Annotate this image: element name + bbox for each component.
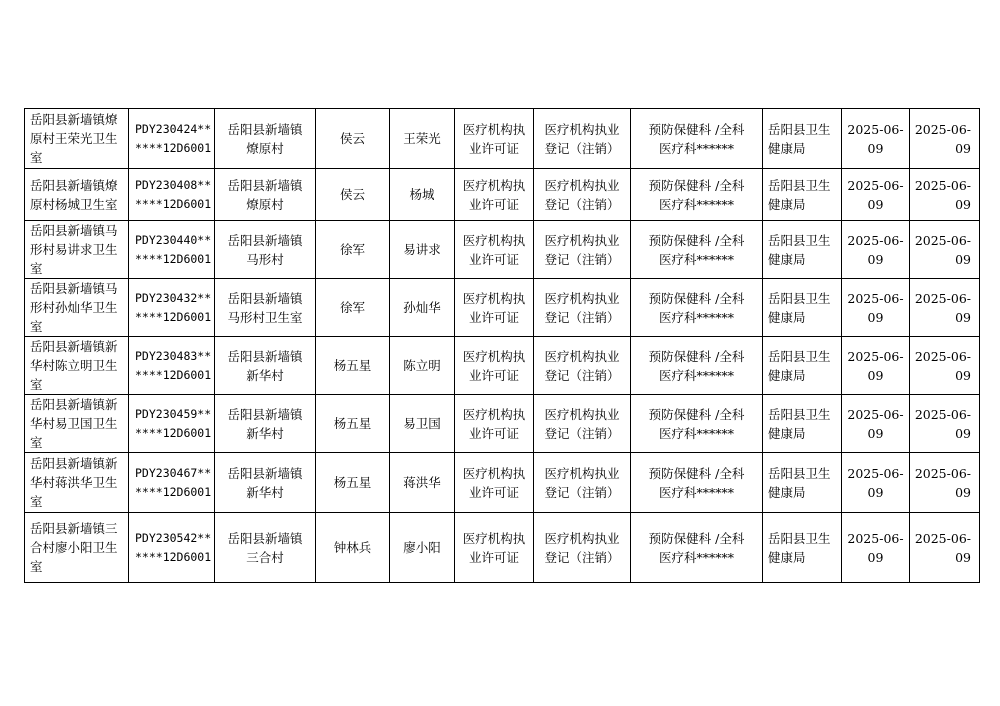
cell-principal: 孙灿华 <box>390 279 455 337</box>
cell-action: 医疗机构执业 登记（注销） <box>534 513 631 583</box>
cell-name: 岳阳县新墙镇燎原村杨城卫生室 <box>25 169 129 221</box>
cell-scope: 预防保健科 /全科 医疗科****** <box>631 221 763 279</box>
cell-address: 岳阳县新墙镇 新华村 <box>215 453 316 513</box>
cell-item: 医疗机构执 业许可证 <box>455 221 534 279</box>
cell-scope: 预防保健科 /全科 医疗科****** <box>631 453 763 513</box>
cell-authority: 岳阳县卫生 健康局 <box>763 109 842 169</box>
cell-date-a: 2025-06- 09 <box>842 395 910 453</box>
cell-date-b: 2025-06- 09 <box>910 453 980 513</box>
cell-item: 医疗机构执 业许可证 <box>455 513 534 583</box>
cell-name: 岳阳县新墙镇马形村易讲求卫生室 <box>25 221 129 279</box>
cell-action: 医疗机构执业 登记（注销） <box>534 169 631 221</box>
cell-date-a: 2025-06- 09 <box>842 337 910 395</box>
table-row <box>25 221 980 279</box>
cell-code: PDY230432** ****12D6001 <box>129 279 215 337</box>
cell-code: PDY230459** ****12D6001 <box>129 395 215 453</box>
cell-authority: 岳阳县卫生 健康局 <box>763 395 842 453</box>
table-row <box>25 513 980 583</box>
cell-authority: 岳阳县卫生 健康局 <box>763 221 842 279</box>
cell-address: 岳阳县新墙镇 三合村 <box>215 513 316 583</box>
cell-principal: 陈立明 <box>390 337 455 395</box>
cell-scope: 预防保健科 /全科 医疗科****** <box>631 513 763 583</box>
cell-name: 岳阳县新墙镇新华村陈立明卫生室 <box>25 337 129 395</box>
cell-address: 岳阳县新墙镇 燎原村 <box>215 109 316 169</box>
table-row <box>25 109 980 169</box>
cell-code: PDY230483** ****12D6001 <box>129 337 215 395</box>
cell-date-b: 2025-06- 09 <box>910 513 980 583</box>
cell-name: 岳阳县新墙镇燎原村王荣光卫生室 <box>25 109 129 169</box>
cell-action: 医疗机构执业 登记（注销） <box>534 109 631 169</box>
cell-address: 岳阳县新墙镇 马形村 <box>215 221 316 279</box>
table-row <box>25 169 980 221</box>
table-row <box>25 279 980 337</box>
table-body <box>25 109 980 583</box>
cell-scope: 预防保健科 /全科 医疗科****** <box>631 279 763 337</box>
cell-address: 岳阳县新墙镇 新华村 <box>215 337 316 395</box>
cell-principal: 杨城 <box>390 169 455 221</box>
cell-date-a: 2025-06- 09 <box>842 279 910 337</box>
cell-date-b: 2025-06- 09 <box>910 221 980 279</box>
cell-authority: 岳阳县卫生 健康局 <box>763 513 842 583</box>
cell-name: 岳阳县新墙镇马形村孙灿华卫生室 <box>25 279 129 337</box>
cell-item: 医疗机构执 业许可证 <box>455 337 534 395</box>
cell-action: 医疗机构执业 登记（注销） <box>534 279 631 337</box>
cell-legal-rep: 杨五星 <box>316 395 390 453</box>
cell-principal: 王荣光 <box>390 109 455 169</box>
cell-date-b: 2025-06- 09 <box>910 169 980 221</box>
cell-action: 医疗机构执业 登记（注销） <box>534 337 631 395</box>
table-row <box>25 337 980 395</box>
cell-address: 岳阳县新墙镇 马形村卫生室 <box>215 279 316 337</box>
cell-address: 岳阳县新墙镇 新华村 <box>215 395 316 453</box>
cell-authority: 岳阳县卫生 健康局 <box>763 279 842 337</box>
cell-name: 岳阳县新墙镇新华村蒋洪华卫生室 <box>25 453 129 513</box>
cell-principal: 廖小阳 <box>390 513 455 583</box>
cell-action: 医疗机构执业 登记（注销） <box>534 395 631 453</box>
cell-address: 岳阳县新墙镇 燎原村 <box>215 169 316 221</box>
license-table <box>24 108 980 583</box>
cell-date-a: 2025-06- 09 <box>842 169 910 221</box>
cell-item: 医疗机构执 业许可证 <box>455 395 534 453</box>
cell-date-b: 2025-06- 09 <box>910 395 980 453</box>
cell-scope: 预防保健科 /全科 医疗科****** <box>631 337 763 395</box>
cell-action: 医疗机构执业 登记（注销） <box>534 453 631 513</box>
cell-item: 医疗机构执 业许可证 <box>455 279 534 337</box>
cell-legal-rep: 徐军 <box>316 221 390 279</box>
cell-authority: 岳阳县卫生 健康局 <box>763 169 842 221</box>
cell-principal: 易卫国 <box>390 395 455 453</box>
cell-principal: 易讲求 <box>390 221 455 279</box>
cell-code: PDY230542** ****12D6001 <box>129 513 215 583</box>
cell-scope: 预防保健科 /全科 医疗科****** <box>631 109 763 169</box>
cell-code: PDY230467** ****12D6001 <box>129 453 215 513</box>
cell-authority: 岳阳县卫生 健康局 <box>763 337 842 395</box>
cell-date-b: 2025-06- 09 <box>910 109 980 169</box>
cell-date-b: 2025-06- 09 <box>910 337 980 395</box>
cell-authority: 岳阳县卫生 健康局 <box>763 453 842 513</box>
cell-action: 医疗机构执业 登记（注销） <box>534 221 631 279</box>
cell-scope: 预防保健科 /全科 医疗科****** <box>631 395 763 453</box>
cell-legal-rep: 杨五星 <box>316 337 390 395</box>
cell-name: 岳阳县新墙镇三合村廖小阳卫生室 <box>25 513 129 583</box>
cell-code: PDY230424** ****12D6001 <box>129 109 215 169</box>
table-row <box>25 453 980 513</box>
cell-legal-rep: 钟林兵 <box>316 513 390 583</box>
cell-legal-rep: 侯云 <box>316 169 390 221</box>
cell-legal-rep: 杨五星 <box>316 453 390 513</box>
table-row <box>25 395 980 453</box>
cell-date-a: 2025-06- 09 <box>842 221 910 279</box>
cell-principal: 蒋洪华 <box>390 453 455 513</box>
cell-code: PDY230408** ****12D6001 <box>129 169 215 221</box>
cell-code: PDY230440** ****12D6001 <box>129 221 215 279</box>
cell-name: 岳阳县新墙镇新华村易卫国卫生室 <box>25 395 129 453</box>
cell-legal-rep: 徐军 <box>316 279 390 337</box>
cell-legal-rep: 侯云 <box>316 109 390 169</box>
cell-date-a: 2025-06- 09 <box>842 453 910 513</box>
cell-scope: 预防保健科 /全科 医疗科****** <box>631 169 763 221</box>
cell-item: 医疗机构执 业许可证 <box>455 169 534 221</box>
cell-date-a: 2025-06- 09 <box>842 109 910 169</box>
cell-date-a: 2025-06- 09 <box>842 513 910 583</box>
cell-date-b: 2025-06- 09 <box>910 279 980 337</box>
cell-item: 医疗机构执 业许可证 <box>455 453 534 513</box>
cell-item: 医疗机构执 业许可证 <box>455 109 534 169</box>
